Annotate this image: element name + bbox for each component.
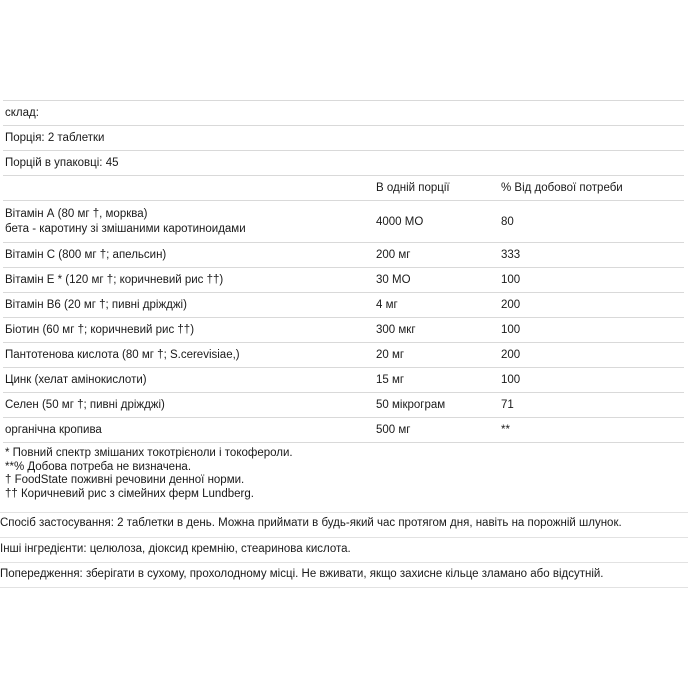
col-header-dv: % Від добової потреби xyxy=(501,182,623,194)
nutrient-dv: 333 xyxy=(501,249,521,261)
nutrient-amount: 20 мг xyxy=(376,349,405,361)
nutrient-name-line2: бета - каротину зі змішаними каротиноидами xyxy=(5,222,246,235)
nutrient-dv: 200 xyxy=(501,349,521,361)
footnotes xyxy=(3,442,684,501)
nutrient-dv: 80 xyxy=(501,215,514,228)
nutrient-amount: 30 МО xyxy=(376,274,411,286)
servings-per-pack-row xyxy=(3,150,684,175)
nutrient-name: Вітамін Е * (120 мг †; коричневий рис ††) xyxy=(5,273,224,286)
table-row xyxy=(3,242,684,267)
nutrient-name: Вітамін А (80 мг †, морква) xyxy=(5,207,148,220)
nutrient-name: Цинк (хелат амінокислоти) xyxy=(5,373,147,386)
table-row xyxy=(3,417,684,442)
nutrient-dv: 100 xyxy=(501,324,521,336)
nutrient-dv: 100 xyxy=(501,374,521,386)
nutrient-dv: ** xyxy=(501,424,510,436)
footnote: **% Добова потреба не визначена. xyxy=(5,460,192,473)
nutrient-amount: 4 мг xyxy=(376,299,398,311)
serving-size: Порція: 2 таблетки xyxy=(5,132,105,144)
servings-per-pack: Порцій в упаковці: 45 xyxy=(5,157,119,169)
column-header-row xyxy=(3,175,684,200)
table-row xyxy=(3,342,684,367)
warnings-text: Попередження: зберігати в сухому, прохолодному місці. Не вживати, якщо захисне кільце зламано або відсутній. xyxy=(0,568,604,580)
other-ingredients-text: Інші інгредієнти: целюлоза, діоксид кремнію, стеаринова кислота. xyxy=(0,543,351,555)
divider xyxy=(0,512,688,513)
footnote: * Повний спектр змішаних токотрієноли і токофероли. xyxy=(5,447,293,459)
footnote: † FoodState поживні речовини денної норми. xyxy=(5,474,245,486)
divider xyxy=(0,537,688,538)
nutrient-dv: 100 xyxy=(501,274,521,286)
divider xyxy=(0,562,688,563)
table-row xyxy=(3,200,684,242)
table-row xyxy=(3,367,684,392)
nutrient-amount: 200 мг xyxy=(376,249,411,261)
nutrient-dv: 71 xyxy=(501,399,514,411)
nutrient-amount: 500 мг xyxy=(376,424,411,436)
nutrient-name: органічна кропива xyxy=(5,423,102,436)
nutrient-amount: 4000 МО xyxy=(376,215,424,228)
serving-row xyxy=(3,125,684,150)
divider xyxy=(0,587,688,588)
nutrient-amount: 15 мг xyxy=(376,374,405,386)
nutrient-name: Вітамін В6 (20 мг †; пивні дріжджі) xyxy=(5,298,187,311)
nutrient-name: Біотин (60 мг †; коричневий рис ††) xyxy=(5,323,195,336)
table-row xyxy=(3,267,684,292)
table-row xyxy=(3,392,684,417)
supplement-facts-table xyxy=(3,100,684,501)
nutrient-amount: 300 мкг xyxy=(376,324,416,336)
nutrient-dv: 200 xyxy=(501,299,521,311)
composition-label: склад: xyxy=(5,107,39,119)
nutrient-name: Селен (50 мг †; пивні дріжджі) xyxy=(5,398,165,411)
usage-text: Спосіб застосування: 2 таблетки в день. Можна приймати в будь-який час протягом дня, навіть на порожній шлунок. xyxy=(0,517,622,529)
footnote: †† Коричневий рис з сімейних ферм Lundberg. xyxy=(5,487,254,500)
nutrient-name: Вітамін С (800 мг †; апельсин) xyxy=(5,248,167,261)
table-row xyxy=(3,292,684,317)
composition-row xyxy=(3,100,684,125)
table-row xyxy=(3,317,684,342)
col-header-amount: В одній порції xyxy=(376,182,450,194)
nutrient-amount: 50 мікрограм xyxy=(376,399,446,411)
nutrient-name: Пантотенова кислота (80 мг †; S.cerevisiae,) xyxy=(5,348,240,361)
